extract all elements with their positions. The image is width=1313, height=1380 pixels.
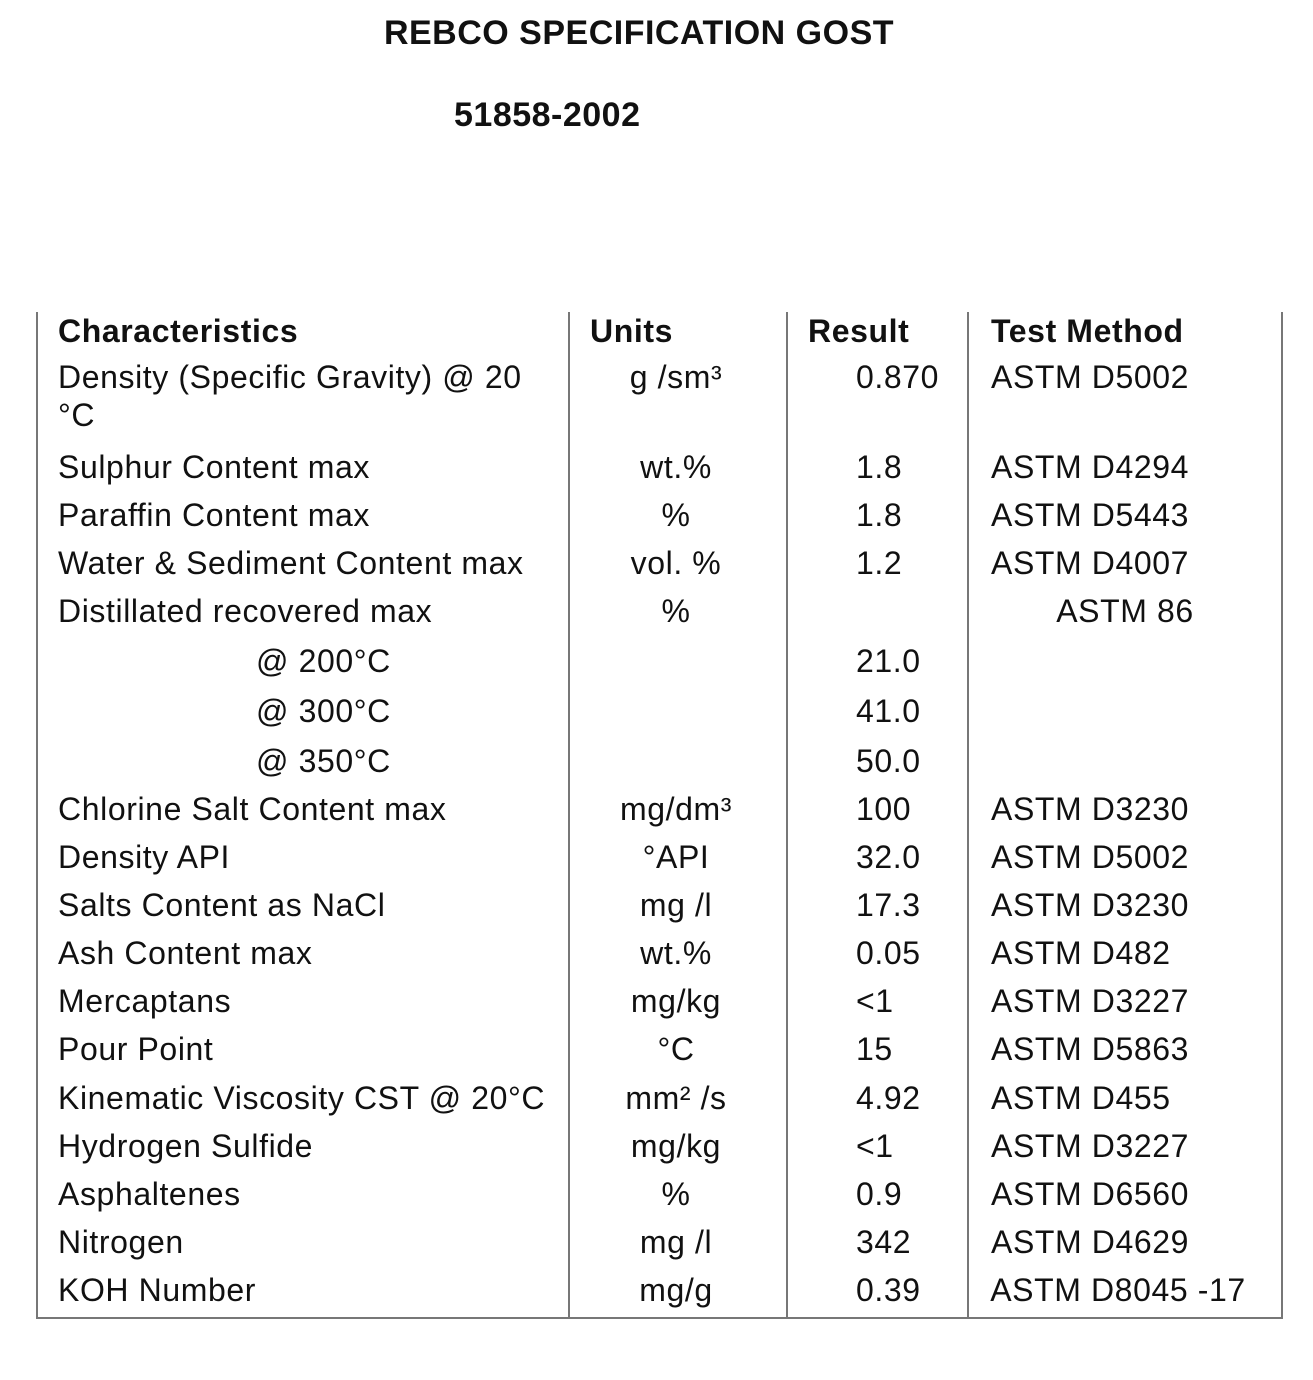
table-row <box>37 980 1282 1028</box>
table-row <box>37 884 1282 932</box>
row-units: % <box>569 494 787 542</box>
row-characteristic: Paraffin Content max <box>37 494 569 542</box>
row-result: 32.0 <box>787 836 968 884</box>
row-result: 100 <box>787 788 968 836</box>
row-units <box>569 638 787 688</box>
table-row <box>37 1125 1282 1173</box>
row-result: <1 <box>787 980 968 1028</box>
row-characteristic: Hydrogen Sulfide <box>37 1125 569 1173</box>
row-characteristic: @ 200°C <box>37 638 569 688</box>
table-header-row <box>37 312 1282 356</box>
row-result: 15 <box>787 1028 968 1076</box>
row-test-method: ASTM D4629 <box>968 1221 1282 1269</box>
row-test-method: ASTM D3227 <box>968 980 1282 1028</box>
row-result: 0.05 <box>787 932 968 980</box>
row-result: 0.39 <box>787 1269 968 1318</box>
row-characteristic: Sulphur Content max <box>37 446 569 494</box>
row-result: 41.0 <box>787 688 968 738</box>
row-units: wt.% <box>569 932 787 980</box>
row-units: mg /l <box>569 1221 787 1269</box>
table-row <box>37 356 1282 446</box>
specification-table <box>36 312 1283 1319</box>
row-characteristic: Density (Specific Gravity) @ 20 °C <box>37 356 569 446</box>
row-result: <1 <box>787 1125 968 1173</box>
table-row <box>37 1173 1282 1221</box>
row-units: % <box>569 1173 787 1221</box>
row-test-method <box>968 688 1282 738</box>
header-result: Result <box>787 312 968 356</box>
table-row <box>37 1077 1282 1125</box>
row-result: 342 <box>787 1221 968 1269</box>
row-result: 17.3 <box>787 884 968 932</box>
table-row <box>37 494 1282 542</box>
row-test-method: ASTM D6560 <box>968 1173 1282 1221</box>
table-row <box>37 738 1282 788</box>
row-result: 50.0 <box>787 738 968 788</box>
row-test-method: ASTM D5002 <box>968 836 1282 884</box>
row-test-method: ASTM D5002 <box>968 356 1282 446</box>
row-characteristic: Mercaptans <box>37 980 569 1028</box>
row-characteristic: Distillated recovered max <box>37 590 569 638</box>
row-test-method: ASTM D3230 <box>968 788 1282 836</box>
table-row <box>37 1269 1282 1318</box>
row-result: 4.92 <box>787 1077 968 1125</box>
row-units: vol. % <box>569 542 787 590</box>
document-subtitle: 51858-2002 <box>454 96 641 134</box>
row-test-method: ASTM D4007 <box>968 542 1282 590</box>
row-characteristic: Kinematic Viscosity CST @ 20°C <box>37 1077 569 1125</box>
row-characteristic: Asphaltenes <box>37 1173 569 1221</box>
row-characteristic: Chlorine Salt Content max <box>37 788 569 836</box>
table-row <box>37 836 1282 884</box>
table-row <box>37 788 1282 836</box>
row-result: 0.870 <box>787 356 968 446</box>
header-characteristics: Characteristics <box>37 312 569 356</box>
table-row <box>37 446 1282 494</box>
header-units: Units <box>569 312 787 356</box>
row-units: wt.% <box>569 446 787 494</box>
table-row <box>37 638 1282 688</box>
row-units: mg /l <box>569 884 787 932</box>
row-characteristic: Ash Content max <box>37 932 569 980</box>
row-result: 1.2 <box>787 542 968 590</box>
table-row <box>37 1028 1282 1076</box>
row-units: mm² /s <box>569 1077 787 1125</box>
row-characteristic: @ 300°C <box>37 688 569 738</box>
row-test-method: ASTM D5443 <box>968 494 1282 542</box>
row-units <box>569 738 787 788</box>
row-units: mg/kg <box>569 980 787 1028</box>
row-units: °C <box>569 1028 787 1076</box>
row-test-method: ASTM D482 <box>968 932 1282 980</box>
row-units <box>569 688 787 738</box>
row-test-method: ASTM D3227 <box>968 1125 1282 1173</box>
row-test-method: ASTM D455 <box>968 1077 1282 1125</box>
row-units: mg/dm³ <box>569 788 787 836</box>
document-title: REBCO SPECIFICATION GOST <box>383 14 895 52</box>
row-characteristic: Density API <box>37 836 569 884</box>
row-characteristic: @ 350°C <box>37 738 569 788</box>
row-characteristic: Salts Content as NaCl <box>37 884 569 932</box>
row-units: g /sm³ <box>569 356 787 446</box>
row-result <box>787 590 968 638</box>
row-test-method <box>968 638 1282 688</box>
row-result: 1.8 <box>787 494 968 542</box>
row-characteristic: Nitrogen <box>37 1221 569 1269</box>
table-row <box>37 1221 1282 1269</box>
row-units: mg/g <box>569 1269 787 1318</box>
row-test-method: ASTM D5863 <box>968 1028 1282 1076</box>
row-characteristic: Pour Point <box>37 1028 569 1076</box>
row-test-method: ASTM D8045 -17 <box>968 1269 1282 1318</box>
row-result: 21.0 <box>787 638 968 688</box>
row-units: mg/kg <box>569 1125 787 1173</box>
row-test-method: ASTM D4294 <box>968 446 1282 494</box>
row-units: °API <box>569 836 787 884</box>
row-result: 1.8 <box>787 446 968 494</box>
table-row <box>37 688 1282 738</box>
row-test-method: ASTM D3230 <box>968 884 1282 932</box>
table-row <box>37 590 1282 638</box>
row-characteristic: Water & Sediment Content max <box>37 542 569 590</box>
header-test-method: Test Method <box>968 312 1282 356</box>
row-units: % <box>569 590 787 638</box>
row-test-method <box>968 738 1282 788</box>
table-row <box>37 542 1282 590</box>
row-test-method: ASTM 86 <box>968 590 1282 638</box>
row-result: 0.9 <box>787 1173 968 1221</box>
row-characteristic: KOH Number <box>37 1269 569 1318</box>
table-row <box>37 932 1282 980</box>
